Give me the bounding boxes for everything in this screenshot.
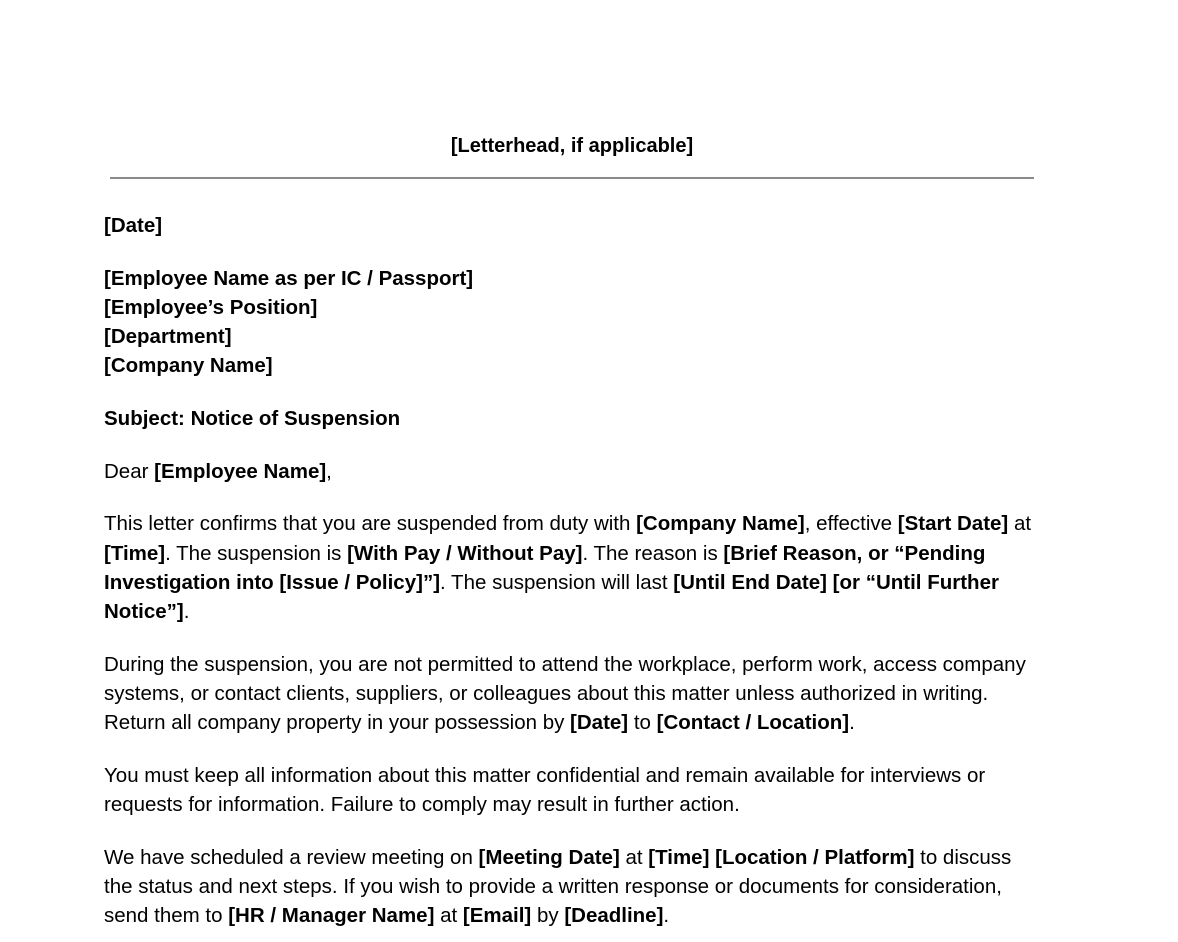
company-placeholder: [Company Name] <box>636 512 805 536</box>
text-run: . The suspension will last <box>440 570 674 594</box>
hr-manager-placeholder: [HR / Manager Name] <box>228 904 435 928</box>
recipient-position: [Employee’s Position] <box>104 295 318 319</box>
return-date-placeholder: [Date] <box>570 711 629 735</box>
subject-line <box>104 404 1039 433</box>
meeting-location-placeholder: [Location / Platform] <box>715 845 915 869</box>
date-placeholder: [Date] <box>104 214 163 237</box>
recipient-address-block <box>104 264 1039 381</box>
text-run: by <box>531 904 565 928</box>
text-run: at <box>619 845 649 869</box>
salutation-name: [Employee Name] <box>154 459 327 483</box>
deadline-placeholder: [Deadline] <box>564 904 664 928</box>
recipient-company: [Company Name] <box>104 354 273 378</box>
meeting-time-placeholder: [Time] <box>648 845 710 869</box>
salutation-suffix: , <box>326 459 332 483</box>
text-run: , effective <box>804 512 898 536</box>
letter-date <box>104 211 1039 240</box>
time-placeholder: [Time] <box>104 541 166 565</box>
text-run: . <box>663 904 670 928</box>
email-placeholder: [Email] <box>462 904 532 928</box>
salutation-prefix: Dear <box>104 459 155 483</box>
text-run: . <box>183 600 190 624</box>
subject-text: Subject: Notice of Suspension <box>104 407 401 431</box>
text-run: at <box>434 904 463 928</box>
recipient-name: [Employee Name as per IC / Passport] <box>104 266 474 290</box>
text-run: We have scheduled a review meeting on <box>104 845 479 869</box>
meeting-date-placeholder: [Meeting Date] <box>478 845 620 869</box>
text-run: During the suspension, you are not permitted to attend the workplace, perform work, access company systems, or contact clients, suppliers, or colleagues about this matter unless authorized in writing. Return all company property in your possession by <box>104 652 1026 735</box>
paragraph-confidentiality <box>104 761 1039 819</box>
reason-placeholder: [Brief Reason, or “Pending Investigation into [Issue / Policy]”] <box>104 541 986 594</box>
letter-body <box>104 211 1039 942</box>
text-run: at <box>1008 512 1032 536</box>
pay-status-placeholder: [With Pay / Without Pay] <box>347 541 583 565</box>
text-run: . <box>849 711 855 735</box>
recipient-department: [Department] <box>104 325 232 349</box>
text-run: . The suspension is <box>165 541 348 565</box>
paragraph-review-meeting <box>104 843 1039 931</box>
letterhead-divider <box>110 177 1034 179</box>
contact-location-placeholder: [Contact / Location] <box>656 711 850 735</box>
end-date-placeholder: [Until End Date] [or “Until Further Notice”] <box>104 570 999 624</box>
text-run: to <box>628 711 657 735</box>
letterhead: [Letterhead, if applicable] <box>450 135 694 157</box>
text-run: . The reason is <box>582 541 724 565</box>
paragraph-restrictions <box>104 650 1039 738</box>
paragraph-suspension-details <box>104 509 1039 626</box>
text-run: You must keep all information about this matter confidential and remain available for interviews or requests for information. Failure to comply may result in further action. <box>104 763 986 817</box>
start-date-placeholder: [Start Date] <box>897 512 1009 536</box>
text-run: This letter confirms that you are suspended from duty with <box>104 512 637 536</box>
salutation <box>104 457 1039 486</box>
text-run: to discuss the status and next steps. If you wish to provide a written response or documents for consideration, send them to <box>104 845 1012 928</box>
